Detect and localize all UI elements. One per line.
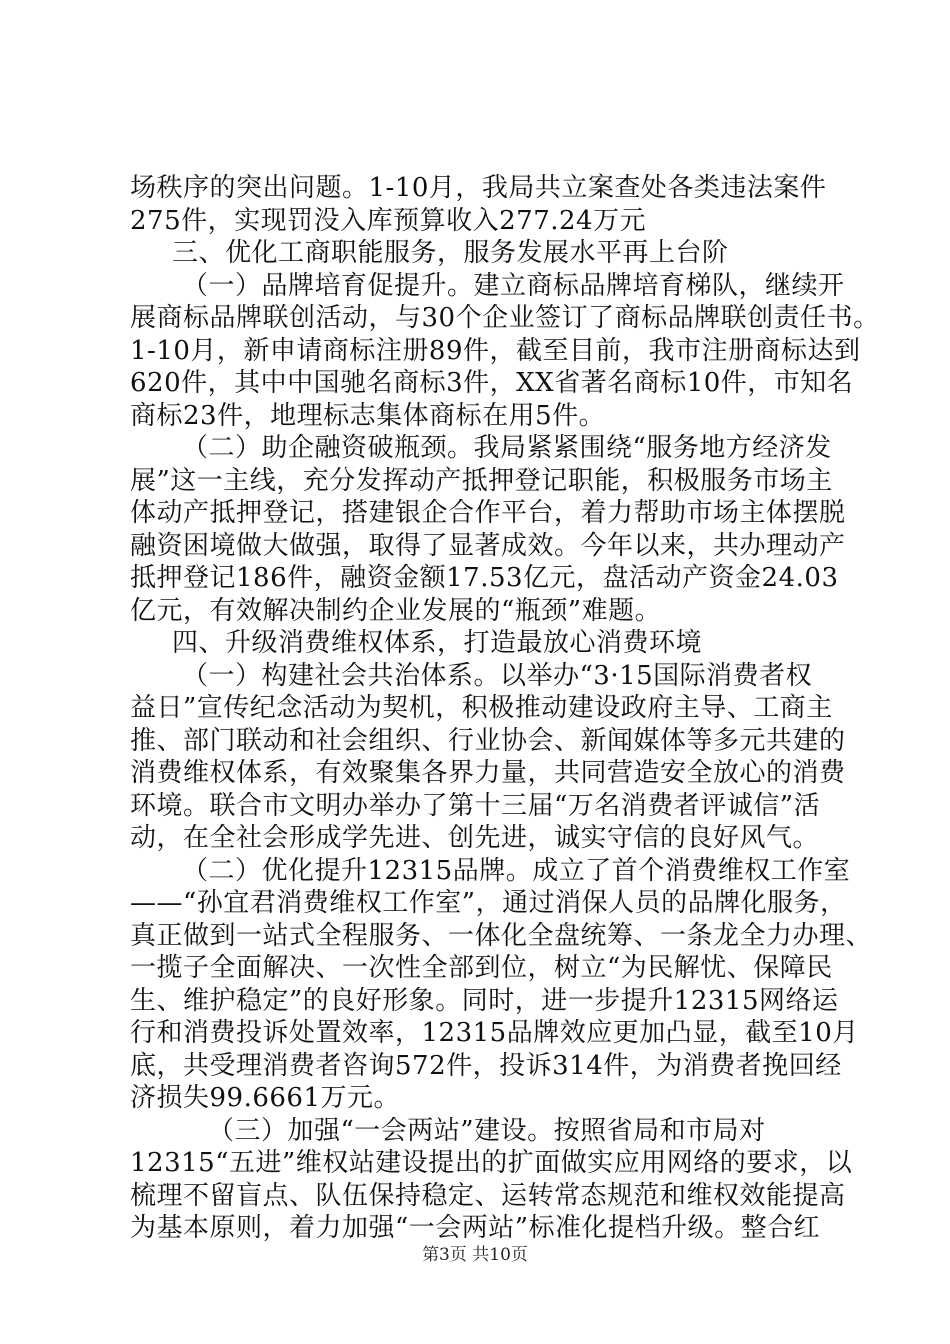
text-line: 620件，其中中国驰名商标3件，XX省著名商标10件，市知名 (130, 368, 854, 398)
text-line: 场秩序的突出问题。1-10月，我局共立案查处各类违法案件 (130, 173, 827, 203)
page-number-label: 第3页 共10页 (422, 1245, 528, 1265)
text-line: 亿元，有效解决制约企业发展的“瓶颈”难题。 (130, 595, 662, 626)
text-line: 推、部门联动和社会组织、行业协会、新闻媒体等多元共建的 (130, 725, 846, 756)
text-line: ——“孙宜君消费维权工作室”，通过消保人员的品牌化服务， (130, 888, 847, 918)
text-line: 一揽子全面解决、一次性全部到位，树立“为民解忧、保障民 (130, 953, 833, 983)
text-line: 融资困境做大做强，取得了显著成效。今年以来，共办理动产 (130, 530, 846, 561)
text-line: 展”这一主线，充分发挥动产抵押登记职能，积极服务市场主 (130, 465, 833, 496)
text-line: 为基本原则，着力加强“一会两站”标准化提档升级。整合红 (130, 1213, 821, 1243)
text-line: 抵押登记186件，融资金额17.53亿元，盘活动产资金24.03 (130, 563, 839, 593)
text-line: 益日”宣传纪念活动为契机，积极推动建设政府主导、工商主 (130, 693, 833, 723)
text-line: （二）助企融资破瓶颈。我局紧紧围绕“服务地方经济发 (182, 433, 832, 463)
text-line: 真正做到一站式全程服务、一体化全盘统筹、一条龙全力办理、 (130, 920, 873, 951)
text-line: 275件，实现罚没入库预算收入277.24万元 (130, 205, 647, 236)
text-line: （三）加强“一会两站”建设。按照省局和市局对 (208, 1115, 766, 1146)
text-line: 动，在全社会形成学先进、创先进，诚实守信的良好风气。 (130, 823, 820, 853)
text-line: 生、维护稳定”的良好形象。同时，进一步提升12315网络运 (130, 985, 839, 1016)
text-line: 消费维权体系，有效聚集各界力量，共同营造安全放心的消费 (130, 758, 846, 788)
text-line: 商标23件，地理标志集体商标在用5件。 (130, 400, 606, 431)
text-line: 环境。联合市文明办举办了第十三届“万名消费者评诚信”活 (130, 790, 821, 821)
text-line: 展商标品牌联创活动，与30个企业签订了商标品牌联创责任书。 (130, 303, 880, 333)
text-line: 1-10月，新申请商标注册89件，截至目前，我市注册商标达到 (130, 335, 861, 366)
text-line: 12315“五进”维权站建设提出的扩面做实应用网络的要求，以 (130, 1148, 853, 1178)
text-line: 四、升级消费维权体系，打造最放心消费环境 (172, 628, 703, 658)
text-line: 梳理不留盲点、队伍保持稳定、运转常态规范和维权效能提高 (130, 1180, 846, 1211)
document-body (130, 172, 880, 1245)
text-line: 行和消费投诉处置效率，12315品牌效应更加凸显，截至10月 (130, 1018, 859, 1048)
text-line: 三、优化工商职能服务，服务发展水平再上台阶 (172, 238, 729, 268)
text-line: （一）构建社会共治体系。以举办“3·15国际消费者权 (182, 660, 813, 691)
text-line: 济损失99.6661万元。 (130, 1083, 401, 1113)
text-line: （一）品牌培育促提升。建立商标品牌培育梯队，继续开 (182, 270, 845, 301)
page-footer (0, 1240, 950, 1265)
text-line: 底，共受理消费者咨询572件，投诉314件，为消费者挽回经 (130, 1050, 842, 1081)
text-line: （二）优化提升12315品牌。成立了首个消费维权工作室 (182, 855, 851, 886)
text-line: 体动产抵押登记，搭建银企合作平台，着力帮助市场主体摆脱 (130, 498, 846, 528)
